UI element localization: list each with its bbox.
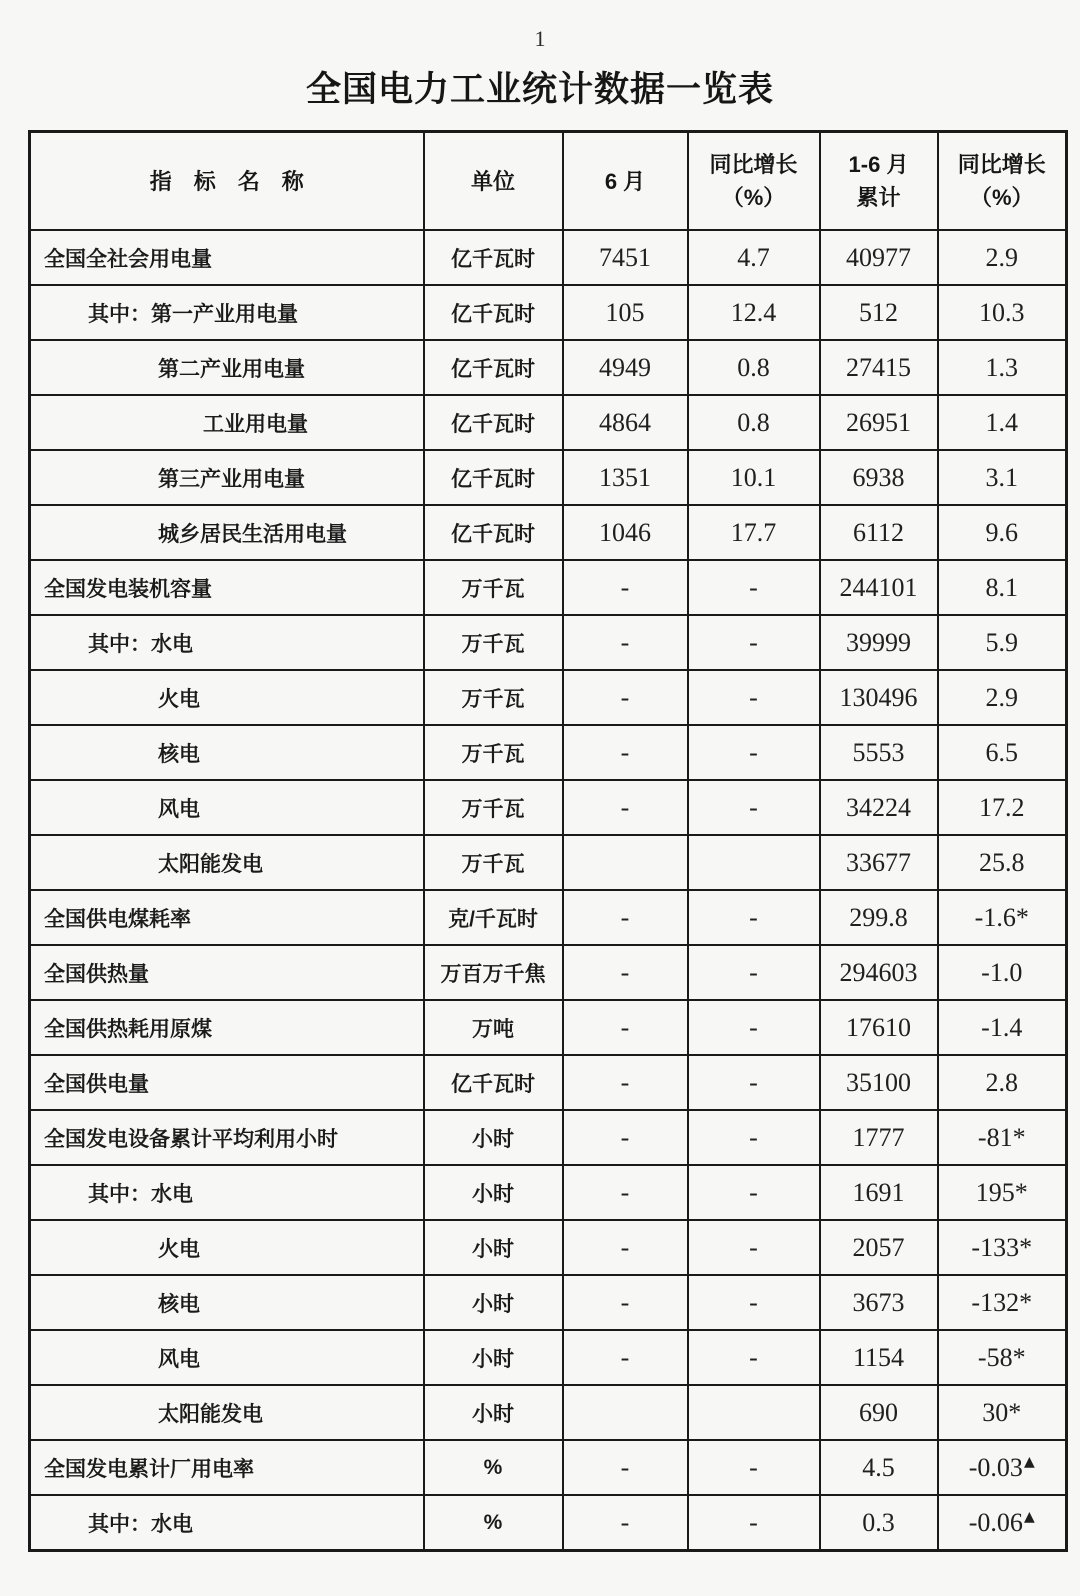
june-yoy-cell: -	[688, 615, 820, 670]
june-yoy-cell	[688, 835, 820, 890]
indicator-name-cell: 太阳能发电	[30, 1385, 424, 1440]
june-yoy-cell: -	[688, 1055, 820, 1110]
indicator-name-cell: 其中：水电	[30, 1495, 424, 1551]
cumulative-yoy-cell: 25.8	[938, 835, 1067, 890]
unit-cell: 万千瓦	[424, 725, 563, 780]
unit-cell: 万吨	[424, 1000, 563, 1055]
june-value-cell: 1351	[563, 450, 688, 505]
june-value-cell: -	[563, 1275, 688, 1330]
cumulative-value-cell: 130496	[820, 670, 938, 725]
cumulative-yoy-cell: 2.9	[938, 670, 1067, 725]
june-yoy-cell: -	[688, 1000, 820, 1055]
cumulative-yoy-cell: -1.0	[938, 945, 1067, 1000]
cumulative-value-cell: 26951	[820, 395, 938, 450]
june-value-cell: -	[563, 615, 688, 670]
table-row	[30, 945, 1067, 1000]
indicator-name-cell: 第二产业用电量	[30, 340, 424, 395]
june-value-cell: 1046	[563, 505, 688, 560]
page-title: 全国电力工业统计数据一览表	[305, 70, 774, 109]
june-yoy-cell: -	[688, 670, 820, 725]
table-row	[30, 670, 1067, 725]
cumulative-yoy-cell: 5.9	[938, 615, 1067, 670]
table-row	[30, 285, 1067, 340]
june-yoy-cell: 17.7	[688, 505, 820, 560]
june-yoy-cell: -	[688, 890, 820, 945]
june-value-cell: -	[563, 1055, 688, 1110]
unit-cell: 亿千瓦时	[424, 340, 563, 395]
cumulative-value-cell: 299.8	[820, 890, 938, 945]
increase-triangle-marker: ▲	[1023, 1508, 1035, 1525]
june-value-cell: -	[563, 670, 688, 725]
cumulative-value-cell: 27415	[820, 340, 938, 395]
june-yoy-cell: -	[688, 1330, 820, 1385]
june-yoy-cell: -	[688, 560, 820, 615]
statistics-table	[28, 130, 1068, 1552]
june-yoy-cell: -	[688, 780, 820, 835]
col-header-june: 6 月	[563, 132, 688, 231]
indicator-name-cell: 工业用电量	[30, 395, 424, 450]
indicator-name-cell: 全国发电设备累计平均利用小时	[30, 1110, 424, 1165]
cumulative-value-cell: 17610	[820, 1000, 938, 1055]
june-value-cell: -	[563, 890, 688, 945]
unit-cell: 小时	[424, 1110, 563, 1165]
unit-cell: 亿千瓦时	[424, 1055, 563, 1110]
table-row	[30, 1055, 1067, 1110]
indicator-name-cell: 全国发电装机容量	[30, 560, 424, 615]
june-yoy-cell: 0.8	[688, 395, 820, 450]
june-yoy-cell: -	[688, 1165, 820, 1220]
june-value-cell: 105	[563, 285, 688, 340]
table-row	[30, 1385, 1067, 1440]
indicator-name-cell: 太阳能发电	[30, 835, 424, 890]
june-value-cell: -	[563, 1220, 688, 1275]
col-header-yoy-june-line2: （%）	[721, 185, 786, 210]
indicator-name-cell: 其中：第一产业用电量	[30, 285, 424, 340]
table-row	[30, 1165, 1067, 1220]
cumulative-value-cell: 4.5	[820, 1440, 938, 1495]
cumulative-yoy-cell: 195*	[938, 1165, 1067, 1220]
june-value-cell: -	[563, 1165, 688, 1220]
cumulative-yoy-cell: -0.03▲	[938, 1440, 1067, 1495]
unit-cell: 亿千瓦时	[424, 505, 563, 560]
cumulative-value-cell: 690	[820, 1385, 938, 1440]
indicator-name-cell: 全国供热量	[30, 945, 424, 1000]
unit-cell: 小时	[424, 1275, 563, 1330]
june-value-cell: 4864	[563, 395, 688, 450]
table-row	[30, 1440, 1067, 1495]
indicator-name-cell: 全国发电累计厂用电率	[30, 1440, 424, 1495]
unit-cell: 万千瓦	[424, 670, 563, 725]
col-header-cumulative-line2: 累计	[856, 185, 901, 210]
col-header-unit: 单位	[424, 132, 563, 231]
cumulative-yoy-cell: 3.1	[938, 450, 1067, 505]
cumulative-yoy-cell: 1.4	[938, 395, 1067, 450]
cumulative-yoy-cell: 2.8	[938, 1055, 1067, 1110]
cumulative-value-cell: 3673	[820, 1275, 938, 1330]
indicator-name-cell: 风电	[30, 780, 424, 835]
june-value-cell: 4949	[563, 340, 688, 395]
col-header-yoy-cumulative-line1: 同比增长	[957, 152, 1046, 177]
table-row	[30, 340, 1067, 395]
june-yoy-cell: 0.8	[688, 340, 820, 395]
indicator-name-cell: 全国供电煤耗率	[30, 890, 424, 945]
june-yoy-cell: -	[688, 945, 820, 1000]
unit-cell: 亿千瓦时	[424, 230, 563, 285]
indicator-name-cell: 全国供电量	[30, 1055, 424, 1110]
cumulative-yoy-cell: -132*	[938, 1275, 1067, 1330]
cumulative-yoy-cell: -1.6*	[938, 890, 1067, 945]
cumulative-value-cell: 5553	[820, 725, 938, 780]
table-row	[30, 1275, 1067, 1330]
cumulative-yoy-cell: -1.4	[938, 1000, 1067, 1055]
unit-cell: %	[424, 1440, 563, 1495]
cumulative-yoy-cell: 6.5	[938, 725, 1067, 780]
june-value-cell: -	[563, 945, 688, 1000]
june-value-cell: -	[563, 725, 688, 780]
june-value-cell	[563, 1385, 688, 1440]
june-value-cell: -	[563, 780, 688, 835]
cumulative-value-cell: 1777	[820, 1110, 938, 1165]
cumulative-yoy-cell: -133*	[938, 1220, 1067, 1275]
unit-cell: 小时	[424, 1165, 563, 1220]
table-row	[30, 835, 1067, 890]
june-value-cell: -	[563, 1440, 688, 1495]
cumulative-yoy-cell: 2.9	[938, 230, 1067, 285]
indicator-name-cell: 城乡居民生活用电量	[30, 505, 424, 560]
cumulative-yoy-cell: -0.06▲	[938, 1495, 1067, 1551]
june-yoy-cell: -	[688, 1495, 820, 1551]
col-header-yoy-june-line1: 同比增长	[709, 152, 798, 177]
june-yoy-cell: -	[688, 1110, 820, 1165]
june-yoy-cell: -	[688, 1220, 820, 1275]
indicator-name-cell: 其中：水电	[30, 615, 424, 670]
cumulative-value-cell: 512	[820, 285, 938, 340]
col-header-yoy-cumulative-line2: （%）	[969, 185, 1034, 210]
table-row	[30, 725, 1067, 780]
cumulative-value-cell: 6112	[820, 505, 938, 560]
indicator-name-cell: 其中：水电	[30, 1165, 424, 1220]
june-yoy-cell	[688, 1385, 820, 1440]
cumulative-yoy-cell: 30*	[938, 1385, 1067, 1440]
june-yoy-cell: 10.1	[688, 450, 820, 505]
unit-cell: 万千瓦	[424, 560, 563, 615]
unit-cell: 万千瓦	[424, 615, 563, 670]
cumulative-value-cell: 6938	[820, 450, 938, 505]
table-row	[30, 395, 1067, 450]
unit-cell: 亿千瓦时	[424, 285, 563, 340]
table-row	[30, 1000, 1067, 1055]
indicator-name-cell: 全国供热耗用原煤	[30, 1000, 424, 1055]
table-row	[30, 560, 1067, 615]
table-row	[30, 505, 1067, 560]
table-row	[30, 1220, 1067, 1275]
indicator-name-cell: 核电	[30, 725, 424, 780]
table-row	[30, 1495, 1067, 1551]
unit-cell: 万千瓦	[424, 835, 563, 890]
cumulative-yoy-cell: 8.1	[938, 560, 1067, 615]
cumulative-value-cell: 1154	[820, 1330, 938, 1385]
indicator-name-cell: 风电	[30, 1330, 424, 1385]
unit-cell: 亿千瓦时	[424, 395, 563, 450]
indicator-name-cell: 火电	[30, 1220, 424, 1275]
indicator-name-cell: 第三产业用电量	[30, 450, 424, 505]
indicator-name-cell: 全国全社会用电量	[30, 230, 424, 285]
unit-cell: 万百万千焦	[424, 945, 563, 1000]
page-number: 1	[534, 26, 546, 51]
cumulative-yoy-cell: 10.3	[938, 285, 1067, 340]
june-value-cell: -	[563, 560, 688, 615]
table-row	[30, 615, 1067, 670]
unit-cell: 万千瓦	[424, 780, 563, 835]
cumulative-yoy-cell: 1.3	[938, 340, 1067, 395]
june-yoy-cell: 4.7	[688, 230, 820, 285]
cumulative-value-cell: 2057	[820, 1220, 938, 1275]
june-yoy-cell: -	[688, 1440, 820, 1495]
col-header-yoy-cumulative	[938, 132, 1067, 231]
unit-cell: 克/千瓦时	[424, 890, 563, 945]
cumulative-yoy-cell: -81*	[938, 1110, 1067, 1165]
june-yoy-cell: -	[688, 725, 820, 780]
june-value-cell: -	[563, 1110, 688, 1165]
june-value-cell: -	[563, 1495, 688, 1551]
cumulative-value-cell: 0.3	[820, 1495, 938, 1551]
indicator-name-cell: 火电	[30, 670, 424, 725]
cumulative-value-cell: 294603	[820, 945, 938, 1000]
unit-cell: 小时	[424, 1220, 563, 1275]
june-value-cell: 7451	[563, 230, 688, 285]
table-row	[30, 1110, 1067, 1165]
table-row	[30, 890, 1067, 945]
june-value-cell: -	[563, 1000, 688, 1055]
table-row	[30, 230, 1067, 285]
june-yoy-cell: -	[688, 1275, 820, 1330]
col-header-yoy-june	[688, 132, 820, 231]
cumulative-value-cell: 34224	[820, 780, 938, 835]
table-row	[30, 780, 1067, 835]
table-header-row	[30, 132, 1067, 231]
unit-cell: 亿千瓦时	[424, 450, 563, 505]
col-header-cumulative	[820, 132, 938, 231]
table-row	[30, 1330, 1067, 1385]
cumulative-value-cell: 35100	[820, 1055, 938, 1110]
cumulative-value-cell: 33677	[820, 835, 938, 890]
june-value-cell	[563, 835, 688, 890]
col-header-indicator-name: 指 标 名 称	[30, 132, 424, 231]
table-row	[30, 450, 1067, 505]
col-header-cumulative-line1: 1-6 月	[848, 152, 909, 177]
unit-cell: 小时	[424, 1385, 563, 1440]
cumulative-value-cell: 1691	[820, 1165, 938, 1220]
cumulative-value-cell: 244101	[820, 560, 938, 615]
unit-cell: 小时	[424, 1330, 563, 1385]
cumulative-yoy-cell: -58*	[938, 1330, 1067, 1385]
cumulative-value-cell: 39999	[820, 615, 938, 670]
indicator-name-cell: 核电	[30, 1275, 424, 1330]
june-yoy-cell: 12.4	[688, 285, 820, 340]
unit-cell: %	[424, 1495, 563, 1551]
june-value-cell: -	[563, 1330, 688, 1385]
cumulative-value-cell: 40977	[820, 230, 938, 285]
cumulative-yoy-cell: 17.2	[938, 780, 1067, 835]
cumulative-yoy-cell: 9.6	[938, 505, 1067, 560]
increase-triangle-marker: ▲	[1023, 1453, 1035, 1470]
